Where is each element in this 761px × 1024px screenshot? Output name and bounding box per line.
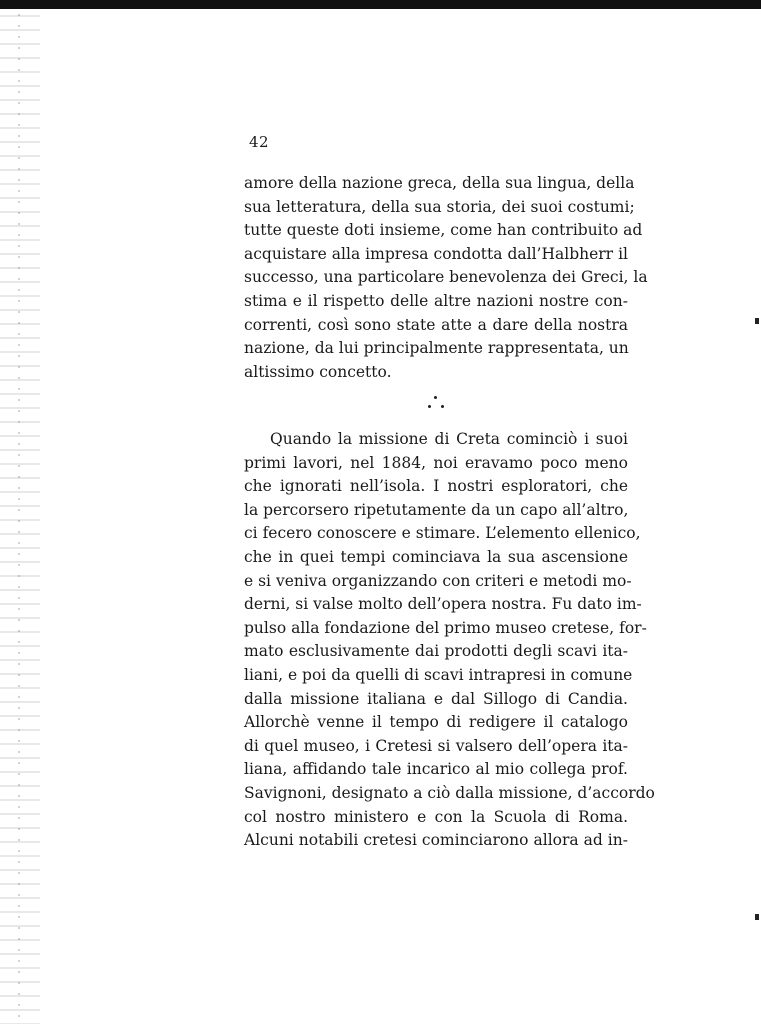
text-line: derni, si valse molto dell’opera nostra. Fu dato im- <box>244 595 642 614</box>
section-break-ornament <box>426 394 446 412</box>
text-line: pulso alla fondazione del primo museo cretese, for- <box>244 618 647 637</box>
text-line: che ignorati nell’isola. I nostri esploratori, che <box>244 477 628 496</box>
text-line: acquistare alla impresa condotta dall’Halbherr il <box>244 244 628 263</box>
text-line: Alcuni notabili cretesi cominciarono allora ad in- <box>244 831 628 850</box>
text-line: dalla missione italiana e dal Sillogo di Candia. <box>244 689 628 708</box>
page-number: 42 <box>249 133 270 151</box>
text-line: Quando la missione di Creta cominciò i suoi <box>270 430 628 448</box>
scan-top-border <box>0 0 761 9</box>
text-line: che in quei tempi cominciava la sua ascensione <box>244 547 628 566</box>
text-line: mato esclusivamente dai prodotti degli scavi ita- <box>244 642 628 661</box>
text-line: e si veniva organizzando con criteri e metodi mo- <box>244 571 632 590</box>
text-line: liani, e poi da quelli di scavi intrapresi in comune <box>244 665 633 684</box>
text-line: primi lavori, nel 1884, noi eravamo poco meno <box>244 453 628 472</box>
text-line: successo, una particolare benevolenza dei Greci, la <box>244 268 648 287</box>
text-line: Allorchè venne il tempo di redigere il catalogo <box>244 713 628 732</box>
text-line: di quel museo, i Cretesi si valsero dell’opera ita- <box>244 736 628 755</box>
text-line: amore della nazione greca, della sua lingua, della <box>244 174 635 192</box>
text-line: ci fecero conoscere e stimare. L’elemento ellenico, <box>244 524 641 543</box>
text-line: tutte queste doti insieme, come han contribuito ad <box>244 221 643 240</box>
text-line: la percorsero ripetutamente da un capo all’altro, <box>244 500 629 519</box>
paragraph-1 <box>244 172 648 384</box>
scan-left-margin-artifacts <box>0 9 40 1024</box>
scan-right-edge-mark <box>755 318 759 324</box>
text-line: col nostro ministero e con la Scuola di Roma. <box>244 807 628 826</box>
text-line: sua letteratura, della sua storia, dei suoi costumi; <box>244 197 635 216</box>
text-line: liana, affidando tale incarico al mio collega prof. <box>244 760 628 779</box>
text-line: stima e il rispetto delle altre nazioni nostre con- <box>244 291 628 310</box>
text-line: nazione, da lui principalmente rappresentata, un <box>244 339 629 358</box>
text-line: Savignoni, designato a ciò dalla missione, d’accordo <box>244 783 655 802</box>
text-line: altissimo concetto. <box>244 362 392 381</box>
scan-right-edge-mark <box>755 914 759 920</box>
paragraph-2 <box>244 428 655 853</box>
text-line: correnti, così sono state atte a dare della nostra <box>244 315 628 334</box>
